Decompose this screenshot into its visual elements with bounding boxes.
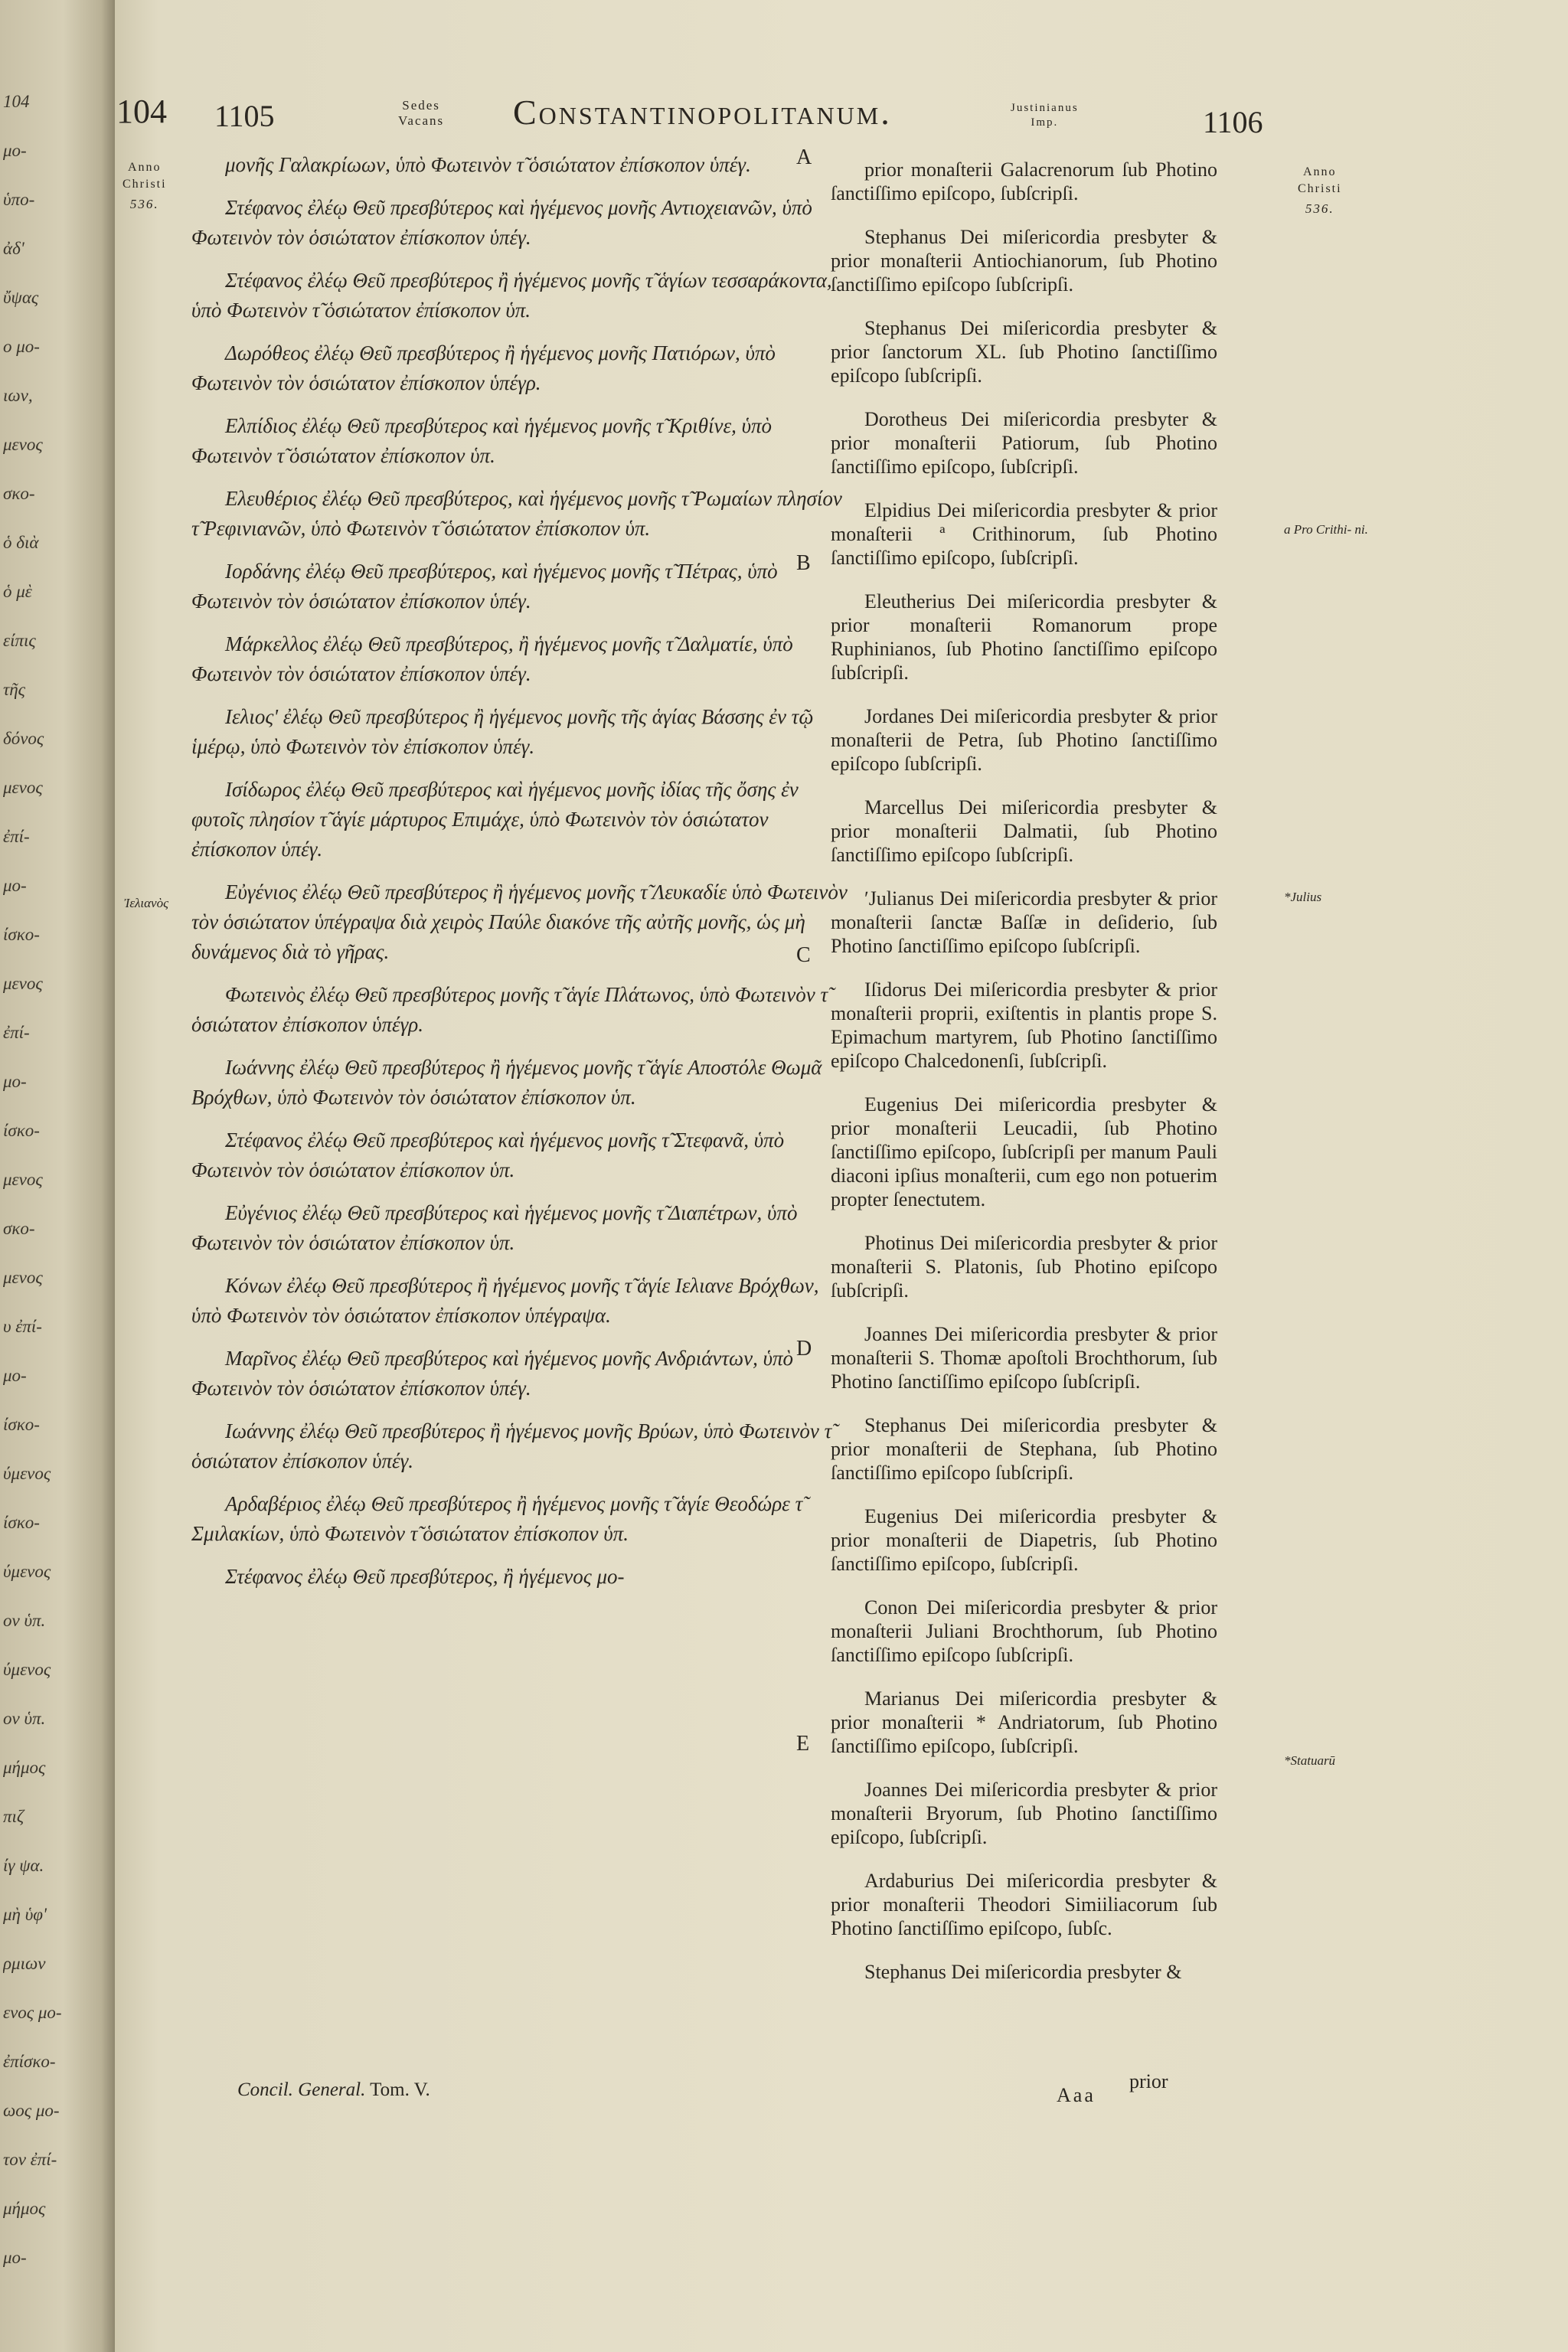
latin-column: [831, 158, 1217, 2004]
spine-fragment: ον ὑπ.: [3, 1709, 46, 1728]
section-marker-c: C: [796, 943, 811, 967]
spine-fragment: ύμενος: [3, 1562, 51, 1581]
spine-fragment: ύμενος: [3, 1660, 51, 1679]
spine-fragment: ὑπο-: [3, 190, 35, 209]
section-marker-e: E: [796, 1732, 810, 1756]
spine-fragment: υ ἐπί-: [3, 1317, 42, 1336]
section-marker-a: A: [796, 145, 812, 169]
justinianus-word: Justinianus: [1011, 102, 1079, 114]
spine-fragment: ο μο-: [3, 337, 40, 356]
spine-fragment: ίσκο-: [3, 1121, 40, 1140]
greek-subscription: μονῆς Γαλακρίωων, ὑπὸ Φωτεινὸν τ̃ ὁσιώτατον ἐπίσκοπον ὑπέγ.: [225, 153, 751, 176]
imp-word: Imp.: [1031, 116, 1059, 129]
spine-fragment: μο-: [3, 2248, 27, 2267]
spine-fragment: ἀδ': [3, 239, 24, 258]
spine-fragment: μο-: [3, 1072, 27, 1091]
footer-collection: Concil. General.: [237, 2079, 366, 2100]
spine-fragment: ὁ μὲ: [3, 582, 32, 601]
latin-subscription: Stephanus Dei miſericordia presbyter & prior monaſterii de Stephana, ſub Photino ſanctiſſimo epiſcopo ſubſcripſi.: [831, 1414, 1217, 1484]
greek-subscription: Φωτεινὸς ἐλέῳ Θεῦ πρεσβύτερος μονῆς τ̃ ἁγίε Πλάτωνος, ὑπὸ Φωτεινὸν τ̃ ὁσιώτατον ἐπίσκοπον ὑπέγρ.: [191, 983, 828, 1036]
spine-fragment: είπις: [3, 631, 36, 650]
spine-fragment: ίσκο-: [3, 925, 40, 944]
spine-fragment: τῆς: [3, 680, 25, 699]
greek-subscription: Ελευθέριος ἐλέῳ Θεῦ πρεσβύτερος, καὶ ἡγέμενος μονῆς τ̃ Ρωμαίων πλησίον τ̃ Ρεφινιανῶν, ὑπὸ Φωτεινὸν τ̃ ὁσιώτατον ἐπίσκοπον ὑπ.: [191, 487, 842, 540]
greek-subscription: Μάρκελλος ἐλέῳ Θεῦ πρεσβύτερος, ἢ ἡγέμενος μονῆς τ̃ Δαλματίε, ὑπὸ Φωτεινὸν τὸν ὁσιώτατον ἐπίσκοπον ὑπέγ.: [191, 632, 793, 685]
anno-year: 536.: [129, 197, 159, 211]
greek-subscription: Ελπίδιος ἐλέῳ Θεῦ πρεσβύτερος καὶ ἡγέμενος μονῆς τ̃ Κριθίνε, ὑπὸ Φωτεινὸν τ̃ ὁσιώτατον ἐπίσκοπον ὑπ.: [191, 414, 773, 467]
spine-fragment: ίσκο-: [3, 1415, 40, 1434]
spine-fragment: μὴ ὑφ': [3, 1905, 47, 1924]
spine-fragment: μήμος: [3, 1758, 46, 1777]
spine-fragment: μενος: [3, 1170, 43, 1189]
section-marker-b: B: [796, 551, 811, 575]
latin-subscription: Photinus Dei miſericordia presbyter & prior monaſterii S. Platonis, ſub Photino epiſcopo ſubſcripſi.: [831, 1232, 1217, 1302]
latin-subscription: Stephanus Dei miſericordia presbyter & prior ſanctorum XL. ſub Photino ſanctiſſimo epiſcopo ſubſcripſi.: [831, 317, 1217, 387]
right-column-page-number: 1106: [1203, 105, 1263, 139]
spine-fragment: ύμενος: [3, 1464, 51, 1483]
latin-subscription: Jordanes Dei miſericordia presbyter & prior monaſterii de Petra, ſub Photino ſanctiſſimo epiſcopo ſubſcripſi.: [831, 705, 1217, 775]
signature-mark: Aaa: [1057, 2084, 1096, 2106]
greek-subscription: Εὐγένιος ἐλέῳ Θεῦ πρεσβύτερος ἢ ἡγέμενος μονῆς τ̃ Λευκαδίε ὑπὸ Φωτεινὸν τὸν ὁσιώτατον ὑπέγραψα διὰ χειρὸς Παύλε διακόνε τῆς αὐτῆς μονῆς, ὡς μὴ δυνάμενος διὰ τὸ γῆρας.: [191, 880, 848, 963]
christi-word: Christi: [1298, 182, 1342, 195]
book-page: [115, 0, 1568, 2352]
spine-fragment: ιων,: [3, 386, 33, 405]
section-marker-d: D: [796, 1337, 812, 1361]
spine-fragment: πιζ: [3, 1807, 24, 1826]
spine-fragment: μο-: [3, 141, 27, 160]
latin-subscription: Marianus Dei miſericordia presbyter & prior monaſterii * Andriatorum, ſub Photino ſanctiſſimo epiſcopo, ſubſcripſi.: [831, 1687, 1217, 1757]
spine-fragment: μενος: [3, 435, 43, 454]
greek-subscription: Στέφανος ἐλέῳ Θεῦ πρεσβύτερος καὶ ἡγέμενος μονῆς Αντιοχειανῶν, ὑπὸ Φωτεινὸν τὸν ὁσιώτατον ἐπίσκοπον ὑπέγ.: [191, 196, 812, 249]
margin-note-julius: *Julius: [1284, 890, 1322, 904]
spine-fragment: μήμος: [3, 2199, 46, 2218]
footer-reference: [237, 2079, 430, 2101]
spine-fragment: μο-: [3, 876, 27, 895]
latin-subscription: prior monaſterii Galacrenorum ſub Photino ſanctiſſimo epiſcopo, ſubſcripſi.: [831, 158, 1217, 204]
catchword: prior: [1129, 2070, 1168, 2092]
greek-subscription: Μαρῖνος ἐλέῳ Θεῦ πρεσβύτερος καὶ ἡγέμενος μονῆς Ανδριάντων, ὑπὸ Φωτεινὸν τὸν ὁσιώτατον ἐπίσκοπον ὑπέγ.: [191, 1347, 793, 1400]
latin-subscription: Stephanus Dei miſericordia presbyter & prior monaſterii Antiochianorum, ſub Photino ſanctiſſimo epiſcopo ſubſcripſi.: [831, 226, 1217, 296]
greek-subscription: Ιωάννης ἐλέῳ Θεῦ πρεσβύτερος ἢ ἡγέμενος μονῆς Βρύων, ὑπὸ Φωτεινὸν τ̃ ὁσιώτατον ἐπίσκοπον ὑπέγ.: [191, 1419, 832, 1472]
latin-subscription: Stephanus Dei miſericordia presbyter &: [864, 1961, 1182, 1983]
spine-fragment: ενος μο-: [3, 2003, 62, 2022]
spine-fragment: ἐπί-: [3, 1023, 30, 1042]
greek-subscription: Αρδαβέριος ἐλέῳ Θεῦ πρεσβύτερος ἢ ἡγέμενος μονῆς τ̃ ἁγίε Θεοδώρε τ̃ Σμιλακίων, ὑπὸ Φωτεινὸν τ̃ ὁσιώτατον ἐπίσκοπον ὑπ.: [191, 1492, 803, 1545]
spine-fragment: ρμιων: [3, 1954, 46, 1973]
anno-christi-right: [1298, 164, 1342, 217]
anno-year: 536.: [1305, 201, 1334, 216]
spine-fragment: ον ὑπ.: [3, 1611, 46, 1630]
spine-fragment: ίγ ψα.: [3, 1856, 44, 1875]
greek-subscription: Στέφανος ἐλέῳ Θεῦ πρεσβύτερος ἢ ἡγέμενος μονῆς τ̃ ἁγίων τεσσαράκοντα, ὑπὸ Φωτεινὸν τ̃ ὁσιώτατον ἐπίσκοπον ὑπ.: [191, 269, 832, 322]
spine-fragment: τον ἐπί-: [3, 2150, 57, 2169]
spine-fragment: ωος μο-: [3, 2101, 60, 2120]
sedes-word: Sedes: [402, 98, 440, 113]
left-column-page-number: 1105: [214, 99, 275, 133]
latin-subscription: Elpidius Dei miſericordia presbyter & prior monaſterii ª Crithinorum, ſub Photino ſanctiſſimo epiſcopo, ſubſcripſi.: [831, 499, 1217, 569]
spine-fragment: 104: [3, 92, 30, 111]
margin-note-crithini: a Pro Crithi- ni.: [1284, 522, 1368, 537]
greek-margin-note: Ἰελιανὸς: [124, 896, 168, 910]
previous-page-number: 104: [116, 93, 167, 130]
emperor-label: [1011, 101, 1079, 130]
spine-fragment: ἐπίσκο-: [3, 2052, 56, 2071]
greek-subscription: Ιορδάνης ἐλέῳ Θεῦ πρεσβύτερος, καὶ ἡγέμενος μονῆς τ̃ Πέτρας, ὑπὸ Φωτεινὸν τὸν ὁσιώτατον ἐπίσκοπον ὑπέγ.: [191, 560, 778, 612]
latin-subscription: ʹJulianus Dei miſericordia presbyter & prior monaſterii ſanctæ Baſſæ in deſiderio, ſub Photino ſanctiſſimo epiſcopo ſubſcripſi.: [831, 887, 1217, 957]
greek-subscription: Ιωάννης ἐλέῳ Θεῦ πρεσβύτερος ἢ ἡγέμενος μονῆς τ̃ ἁγίε Αποστόλε Θωμᾶ Βρόχθων, ὑπὸ Φωτεινὸν τὸν ὁσιώτατον ἐπίσκοπον ὑπ.: [191, 1056, 822, 1109]
latin-subscription: Marcellus Dei miſericordia presbyter & prior monaſterii Dalmatii, ſub Photino ſanctiſſimo epiſcopo ſubſcripſi.: [831, 796, 1217, 866]
latin-subscription: Joannes Dei miſericordia presbyter & prior monaſterii Bryorum, ſub Photino ſanctiſſimo epiſcopo, ſubſcripſi.: [831, 1779, 1217, 1848]
anno-word: Anno: [128, 161, 162, 174]
christi-word: Christi: [122, 178, 167, 191]
running-title: Constantinopolitanum.: [513, 93, 892, 132]
latin-subscription: Ardaburius Dei miſericordia presbyter & prior monaſterii Theodori Simiiliacorum ſub Photino ſanctiſſimo epiſcopo, ſubſc.: [831, 1870, 1217, 1939]
latin-subscription: Eleutherius Dei miſericordia presbyter & prior monaſterii Romanorum prope Ruphinianos, ſub Photino ſanctiſſimo epiſcopo ſubſcripſi.: [831, 590, 1217, 684]
anno-christi-left: [122, 159, 167, 213]
spine-fragment: μενος: [3, 974, 43, 993]
spine-fragment: σκο-: [3, 484, 35, 503]
spine-fragment: σκο-: [3, 1219, 35, 1238]
spine-fragment: δόνος: [3, 729, 44, 748]
spine-fragment: μο-: [3, 1366, 27, 1385]
greek-subscription: Στέφανος ἐλέῳ Θεῦ πρεσβύτερος, ἢ ἡγέμενος μο-: [225, 1565, 625, 1588]
greek-subscription: Στέφανος ἐλέῳ Θεῦ πρεσβύτερος καὶ ἡγέμενος μονῆς τ̃ Στεφανᾶ, ὑπὸ Φωτεινὸν τὸν ὁσιώτατον ἐπίσκοπον ὑπ.: [191, 1129, 785, 1181]
vacans-word: Vacans: [398, 113, 445, 128]
spine-fragment: ὁ διὰ: [3, 533, 39, 552]
latin-subscription: Conon Dei miſericordia presbyter & prior monaſterii Juliani Brochthorum, ſub Photino ſanctiſſimo epiſcopo ſubſcripſi.: [831, 1596, 1217, 1666]
spine-fragment: ὔψας: [3, 288, 39, 307]
latin-subscription: Eugenius Dei miſericordia presbyter & prior monaſterii Leucadii, ſub Photino ſanctiſſimo epiſcopo, ſubſcripſi per manum Pauli diaconi ipſius monaſterii, cum ego non potuerim propter ſenectutem.: [831, 1093, 1217, 1210]
greek-subscription: Ισίδωρος ἐλέῳ Θεῦ πρεσβύτερος καὶ ἡγέμενος μονῆς ἰδίας τῆς ὄσης ἐν φυτοῖς πλησίον τ̃ ἁγίε μάρτυρος Επιμάχε, ὑπὸ Φωτεινὸν τὸν ὁσιώτατον ἐπίσκοπον ὑπέγ.: [191, 778, 799, 861]
sedes-vacans-label: [398, 98, 444, 129]
spine-fragment: μενος: [3, 778, 43, 797]
greek-subscription: Εὐγένιος ἐλέῳ Θεῦ πρεσβύτερος καὶ ἡγέμενος μονῆς τ̃ Διαπέτρων, ὑπὸ Φωτεινὸν τὸν ὁσιώτατον ἐπίσκοπον ὑπ.: [191, 1201, 798, 1254]
greek-subscription: Κόνων ἐλέῳ Θεῦ πρεσβύτερος ἢ ἡγέμενος μονῆς τ̃ ἁγίε Ιελιανε Βρόχθων, ὑπὸ Φωτεινὸν τὸν ὁσιώτατον ἐπίσκοπον ὑπέγραψα.: [191, 1274, 819, 1327]
adjacent-page-spine: [0, 0, 115, 2352]
latin-subscription: Eugenius Dei miſericordia presbyter & prior monaſterii de Diapetris, ſub Photino ſanctiſſimo epiſcopo, ſubſcripſi.: [831, 1505, 1217, 1575]
latin-subscription: Iſidorus Dei miſericordia presbyter & prior monaſterii proprii, exiſtentis in plantis prope S. Epimachum martyrem, ſub Photino ſanctiſſimo epiſcopo Chalcedonenſi, ſubſcripſi.: [831, 978, 1217, 1072]
footer-tome: Tom. V.: [370, 2079, 430, 2100]
margin-note-statuarum: *Statuarū: [1284, 1753, 1336, 1768]
spine-fragment: μενος: [3, 1268, 43, 1287]
greek-column: [191, 150, 850, 1605]
anno-word: Anno: [1303, 165, 1337, 178]
spine-fragment: ἐπί-: [3, 827, 30, 846]
greek-subscription: Ιελιος' ἐλέῳ Θεῦ πρεσβύτερος ἢ ἡγέμενος μονῆς τῆς ἁγίας Βάσσης ἐν τῷ ἱμέρῳ, ὑπὸ Φωτεινὸν τὸν ἐπίσκοπον ὑπέγ.: [191, 705, 814, 758]
latin-subscription: Dorotheus Dei miſericordia presbyter & prior monaſterii Patiorum, ſub Photino ſanctiſſimo epiſcopo, ſubſcripſi.: [831, 408, 1217, 478]
greek-subscription: Δωρόθεος ἐλέῳ Θεῦ πρεσβύτερος ἢ ἡγέμενος μονῆς Πατιόρων, ὑπὸ Φωτεινὸν τὸν ὁσιώτατον ἐπίσκοπον ὑπέγρ.: [191, 341, 776, 394]
spine-fragment: ίσκο-: [3, 1513, 40, 1532]
latin-subscription: Joannes Dei miſericordia presbyter & prior monaſterii S. Thomæ apoſtoli Brochthorum, ſub Photino ſanctiſſimo epiſcopo ſubſcripſi.: [831, 1323, 1217, 1393]
